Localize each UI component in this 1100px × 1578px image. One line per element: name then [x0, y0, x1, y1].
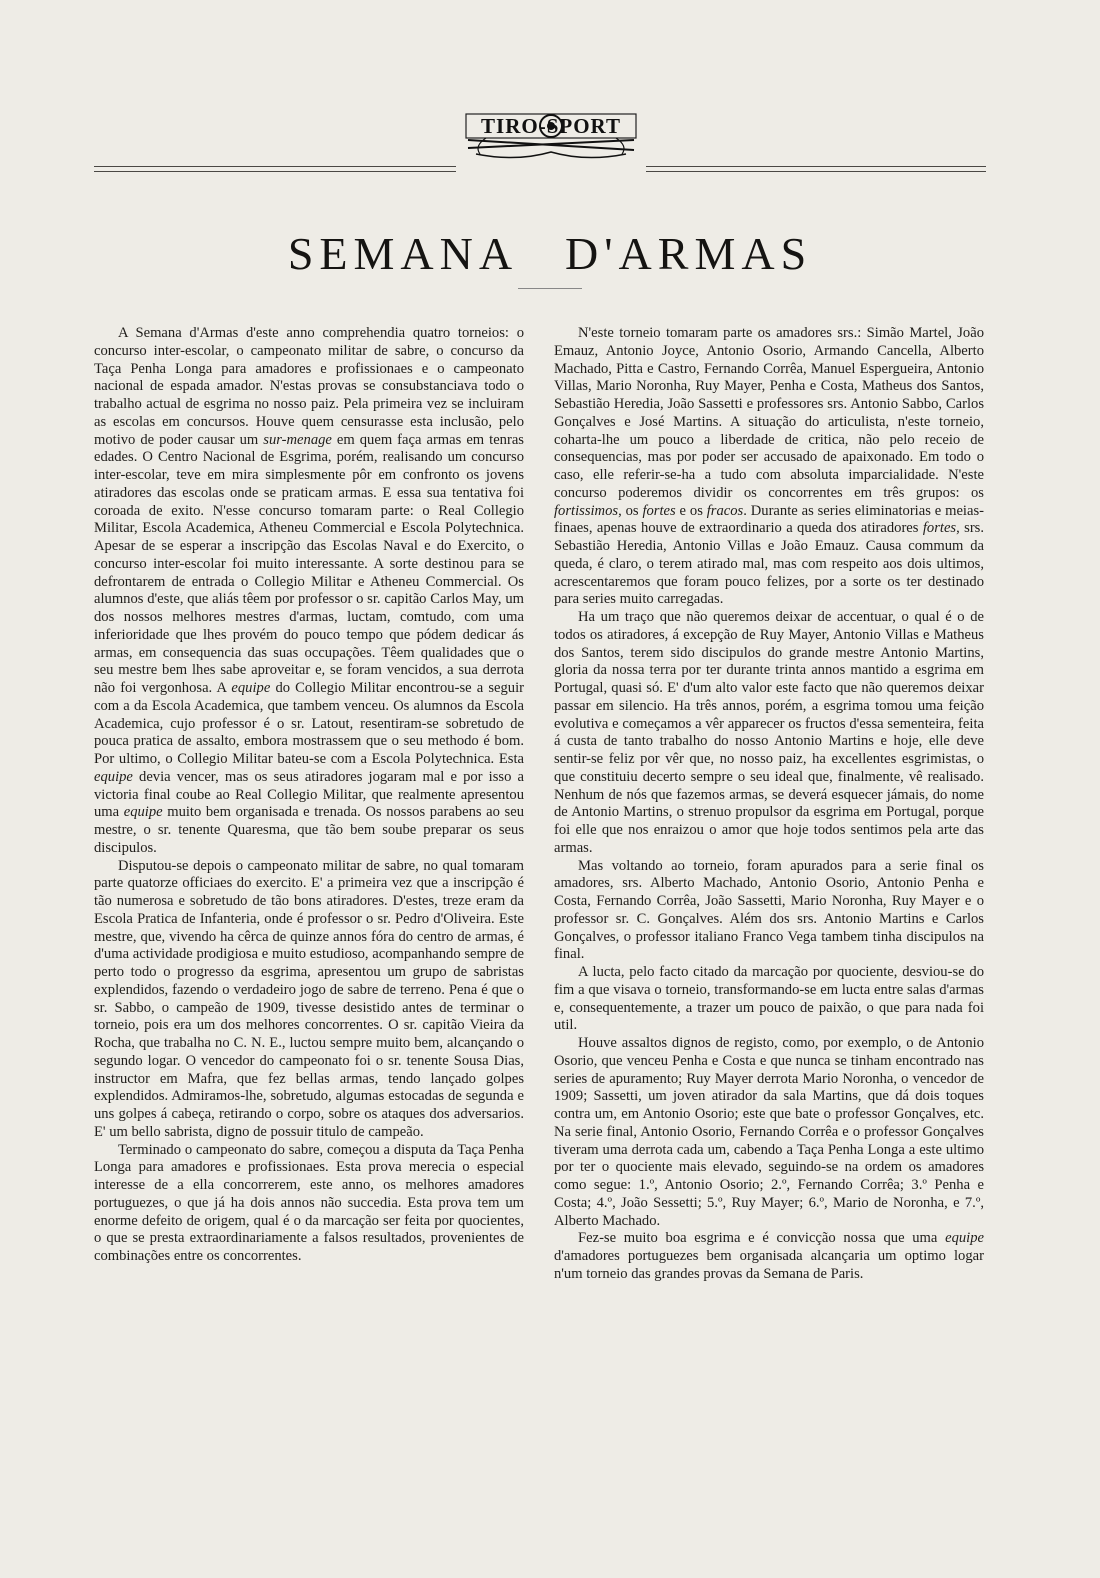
header-rule-right	[646, 166, 986, 167]
title-divider	[518, 288, 582, 289]
header-rule-right-2	[646, 171, 986, 172]
masthead-logo	[456, 108, 646, 166]
paragraph-8: Houve assaltos dignos de registo, como, por exemplo, o de Antonio Osorio, que venceu Penha e Costa e que nunca se tinham encontrado nas series de apuramento; Ruy Mayer derrota Mario Noronha, o vencedor de 1909; Sassetti, um joven atirador da sala Martins, que dá dois toques contra um, em Antonio Osorio; este que bate o professor Gonçalves, etc. Na serie final, Antonio Osorio, Fernando Corrêa e o professor Gonçalves tiveram uma derrota cada um, cabendo a Taça Penha Longa a este ultimo por ter o quociente mais elevado, seguindo-se na ordem os amadores como segue: 1.º, Antonio Osorio; 2.º, Fernando Corrêa; 3.º Penha e Costa; 4.º, João Sessetti; 5.º, Ruy Mayer; 6.º, Mario de Noronha, e 7.º, Alberto Machado.	[554, 1035, 984, 1229]
paragraph-3: Terminado o campeonato do sabre, começou a disputa da Taça Penha Longa para amadores e profissionaes. Esta prova merecia o especial interesse de a ella concorrerem, este anno, os melhores amadores portuguezes, o que já ha dois annos não succedia. Esta prova tem um enorme defeito de origem, qual é o da marcação ser feita por quocientes, o que se presta extraordinariamente a falsos resultados, provenientes de combinações entre os concorrentes.	[94, 1141, 524, 1264]
paragraph-5: Ha um traço que não queremos deixar de accentuar, o qual é o de todos os atiradores, á excepção de Ruy Mayer, Antonio Villas e Matheus dos Santos, terem sido discipulos do grande mestre Antonio Martins, gloria da nossa terra por ter durante trinta annos mantido a esgrima em Portugal, quasi só. E' d'um alto valor este facto que não queremos deixar passar em silencio. Ha três annos, porém, a esgrima tomou uma feição evolutiva e começamos a vêr apparecer os fructos d'essa sementeira, feita á custa de tanto trabalho do nosso Antonio Martins e hoje, elle deve sentir-se feliz por vêr que, no nosso paiz, ha excellentes esgrimistas, o que constituiu decerto sempre o seu ideal que, finalmente, vê realisado. Nenhum de nós que fazemos armas, se deverá esquecer jámais, do nome de Antonio Martins, o strenuo propulsor da esgrima em Portugal, porque foi elle que nos enraizou o amor que hoje todos sentimos pela arte das armas.	[554, 609, 984, 856]
logo-text: TIRO-SPORT	[481, 114, 621, 138]
paragraph-6: Mas voltando ao torneio, foram apurados para a serie final os amadores, srs. Alberto Machado, Antonio Osorio, Antonio Penha e Costa, Fernando Corrêa, João Sassetti, Mario Noronha, Ruy Mayer e o professor sr. C. Gonçalves. Além dos srs. Antonio Martins e Carlos Gonçalves, o professor italiano Franco Vega tambem tinha discipulos na final.	[554, 857, 984, 963]
article-column-right	[554, 325, 984, 1284]
paragraph-2: Disputou-se depois o campeonato militar de sabre, no qual tomaram parte quatorze officiaes do exercito. E' a primeira vez que a inscripção é tão numerosa e sobretudo de tão bons atiradores. D'estes, treze eram da Escola Pratica de Infanteria, onde é professor o sr. Pedro d'Oliveira. Este mestre, que, vivendo ha cêrca de quinze annos fóra do centro de armas, é d'uma actividade prodigiosa e muito estudioso, acompanhando sempre de perto todo o progresso da esgrima, apresentou um grupo de sabristas explendidos, fazendo o verdadeiro jogo de sabre de terreno. Pena é que o sr. Sabbo, o campeão de 1909, tivesse desistido antes de terminar o torneio, pois era um dos melhores concorrentes. O sr. capitão Vieira da Rocha, que trabalha no C. N. E., luctou sempre muito bem, alcançando o segundo logar. O vencedor do campeonato foi o sr. tenente Sousa Dias, instructor em Mafra, que fez bellas armas, tendo lançado golpes explendidos. Admiramos-lhe, sobretudo, algumas estocadas de segunda e uns golpes á cabeça, retirando o corpo, sobre os ataques dos adversarios. E' um bello sabrista, digno de possuir titulo de campeão.	[94, 857, 524, 1140]
page-title: SEMANA D'ARMAS	[287, 227, 813, 279]
paragraph-7: A lucta, pelo facto citado da marcação por quociente, desviou-se do fim a que visava o torneio, transformando-se em lucta entre salas d'armas e, consequentemente, a trazer um pouco de paixão, o que para nada foi util.	[554, 964, 984, 1034]
paragraph-9: Fez-se muito boa esgrima e é convicção nossa que uma equipe d'amadores portuguezes bem organisada alcançaria um optimo logar n'um torneio das grandes provas da Semana de Paris.	[554, 1230, 984, 1282]
header-rule-left	[94, 166, 456, 167]
article-column-left	[94, 325, 524, 1266]
paragraph-4: N'este torneio tomaram parte os amadores srs.: Simão Martel, João Emauz, Antonio Joyce, Antonio Osorio, Armando Cancella, Alberto Machado, Pitta e Castro, Fernando Corrêa, Manuel Espergueira, Antonio Villas, Mario Noronha, Ruy Mayer, Penha e Costa, Matheus dos Santos, Sebastião Heredia, João Sassetti e professores srs. Antonio Sabbo, Carlos Gonçalves e José Martins. A situação do articulista, n'este torneio, coharta-lhe um pouco a liberdade de critica, não pelo receio de consequencias, mas por poder ser accusado de apaixonado. Em todo o caso, elle referir-se-ha a tudo com absoluta imparcialidade. N'este concurso poderemos dividir os concorrentes em três grupos: os fortissimos, os fortes e os fracos. Durante as series eliminatorias e meias-finaes, apenas houve de extraordinario a queda dos atiradores fortes, srs. Sebastião Heredia, Antonio Villas e João Emauz. Causa commum da queda, é claro, o terem atirado mal, mas com respeito aos dois ultimos, acrescentaremos que foram pouco felizes, por a sorte os ter destinado para series muito carregadas.	[554, 325, 985, 608]
paragraph-1: A Semana d'Armas d'este anno comprehendia quatro torneios: o concurso inter-escolar, o campeonato militar de sabre, o concurso da Taça Penha Longa para amadores e profissionaes e o campeonato nacional de espada amador. N'estas provas se consubstanciava todo o trabalho actual de esgrima no nosso paiz. Pela primeira vez se incluiram as escolas em concursos. Houve quem censurasse esta inclusão, pelo motivo de poder causar um sur-menage em quem faça armas em tenras edades. O Centro Nacional de Esgrima, porém, realisando um concurso inter-escolar, teve em mira simplesmente pôr em confronto os jovens atiradores das escolas onde se praticam armas. E essa sua tentativa foi coroada de exito. N'esse concurso tomaram parte: o Real Collegio Militar, Escola Academica, Atheneu Commercial e Escola Polytechnica. Apesar de se esperar a inscripção das Escolas Naval e do Exercito, o concurso inter-escolar foi muito interessante. A sorte destinou para se defrontarem de entrada o Collegio Militar e Atheneu Commercial. Os alumnos d'este, que aliás têem por professor o sr. capitão Carlos May, um dos nossos melhores mestres d'armas, luctam, comtudo, com uma inferioridade que lhes provém do pouco tempo que pódem dedicar ás armas, em consequencia das suas occupações. Têem qualidades que o seu mestre bem lhes sabe aproveitar e, se foram vencidos, a sua derrota não foi vergonhosa. A equipe do Collegio Militar encontrou-se a seguir com a da Escola Academica, que tambem venceu. Os alumnos da Escola Academica, cujo professor é o sr. Latout, resentiram-se sobretudo de pouca pratica de assalto, embora mostrassem que o seu methodo é bom. Por ultimo, o Collegio Militar bateu-se com a Escola Polytechnica. Esta equipe devia vencer, mas os seus atiradores jogaram mal e por isso a victoria final coube ao Real Collegio Militar, que realmente apresentou uma equipe muito bem organisada e trenada. Os nossos parabens ao seu mestre, o sr. tenente Quaresma, que tão bem soube preparar os seus discipulos.	[94, 325, 525, 856]
header-rule-left-2	[94, 171, 456, 172]
